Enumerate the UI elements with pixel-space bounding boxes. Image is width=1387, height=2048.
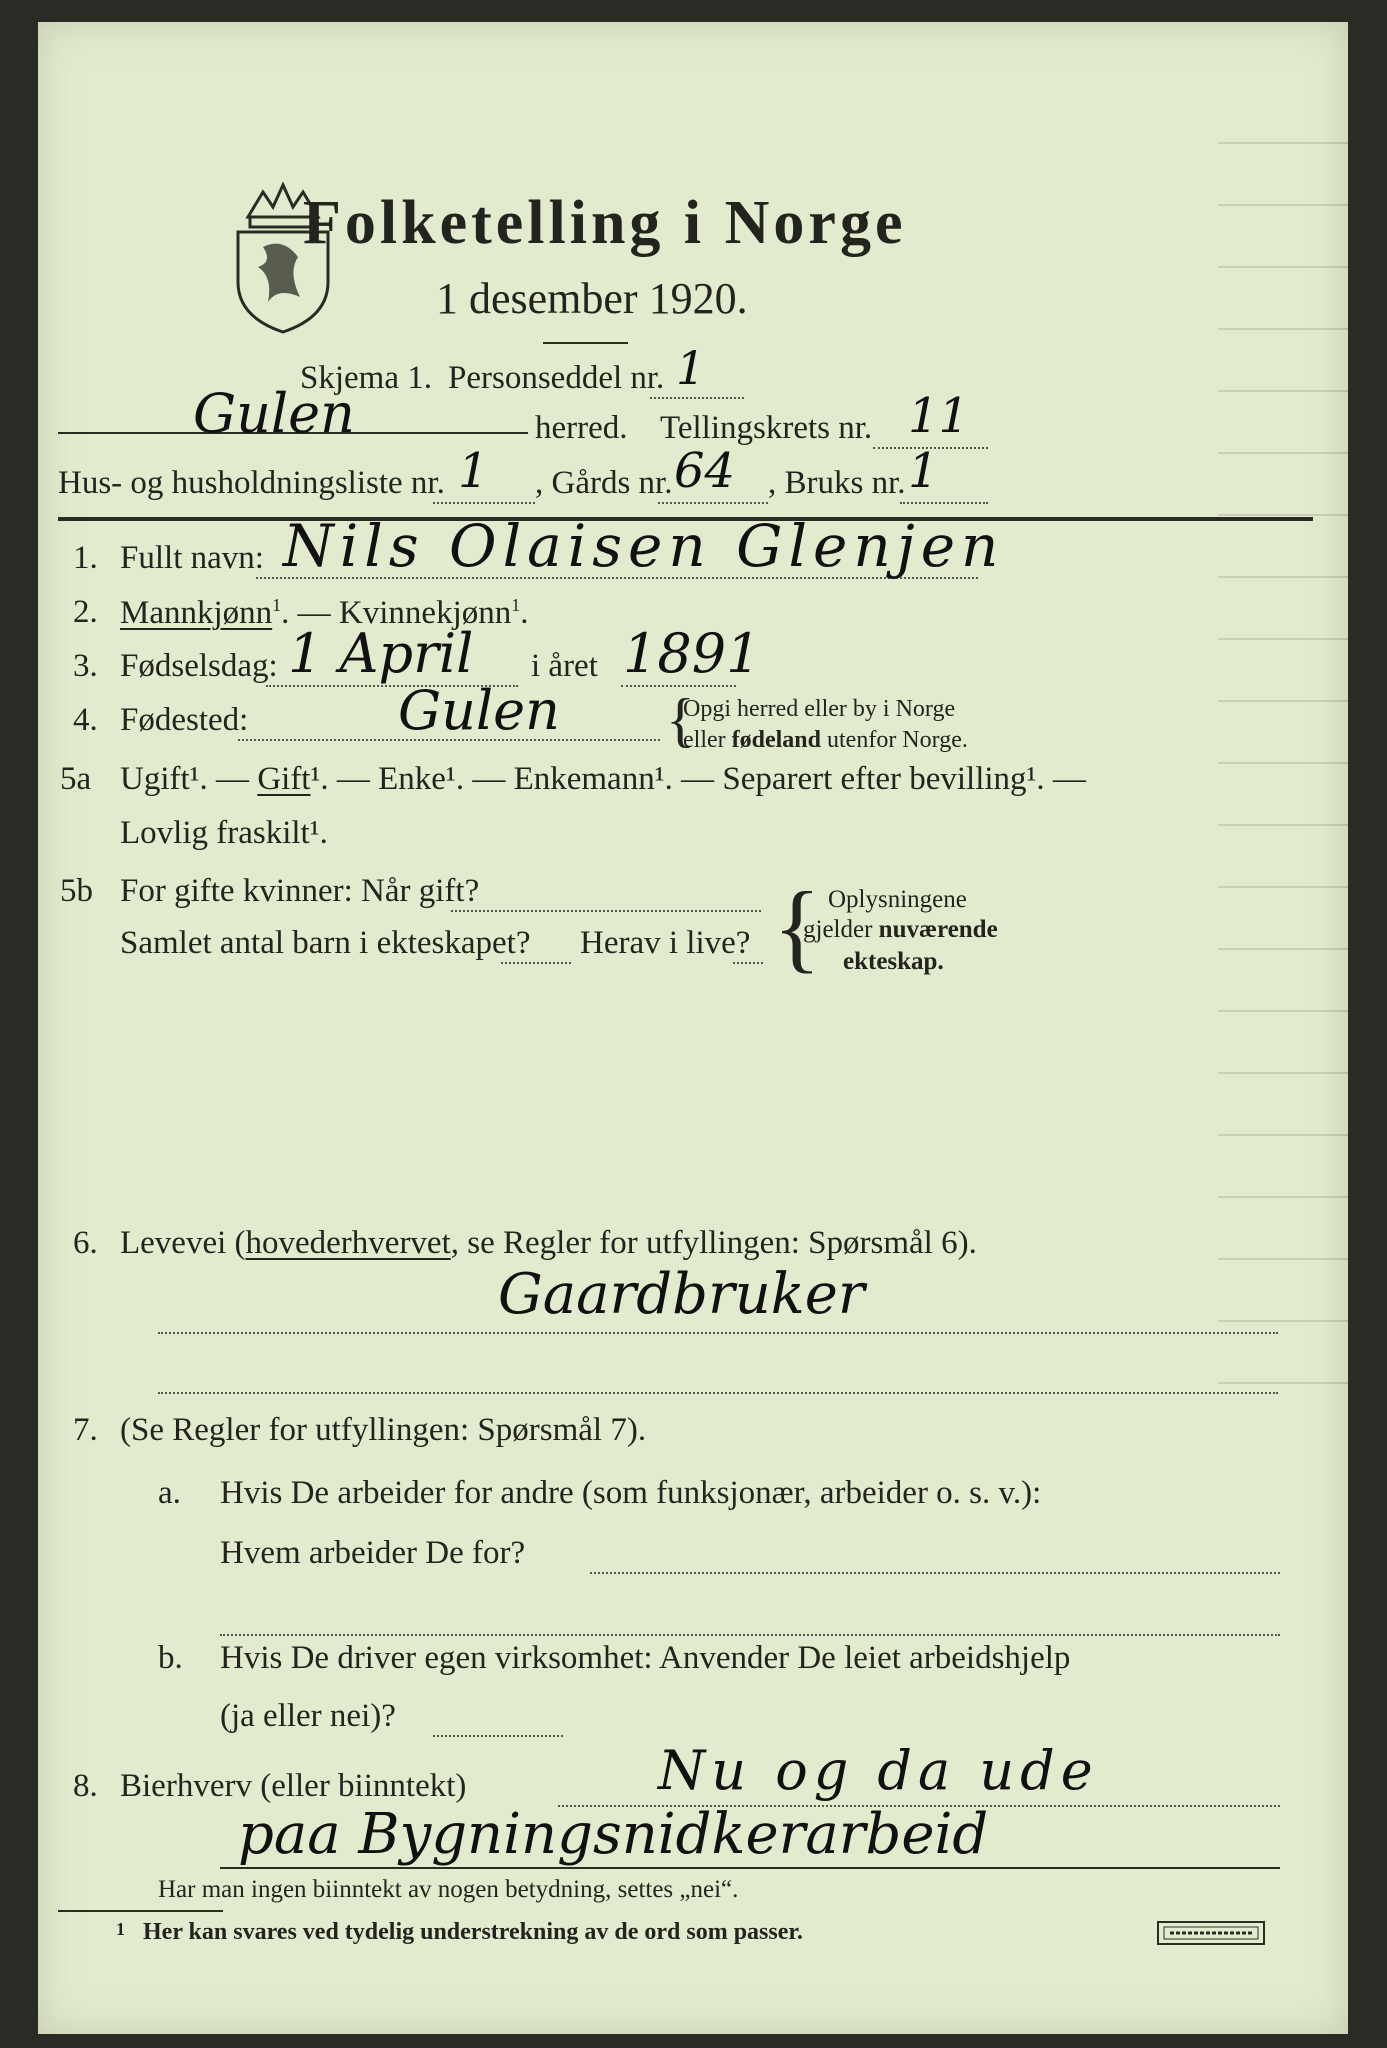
q5b-note-2b: nuværende [878,916,998,943]
gards-line [658,502,768,504]
hus-label: Hus- og husholdningsliste nr. [58,465,445,501]
q3-label: Fødselsdag: [120,648,278,684]
q6-label-number: 6. [73,1225,98,1261]
printer-stamp-icon [1156,1920,1266,1946]
q5b-line-2b: Herav i live? [580,925,751,961]
census-form [38,22,1348,2034]
q7b-number: b. [158,1640,183,1676]
q4-brace: { [666,687,695,753]
q5a-part-2: ¹. — Enke¹. — Enkemann¹. — Separert efter bevilling¹. — [310,761,1086,797]
q5a-number: 5a [60,761,92,797]
q7a-extra-line [220,1634,1280,1636]
q5b-children-line [501,962,571,964]
q3-value: 1 April [288,622,474,685]
q2-number: 2. [73,594,98,630]
q7a-employer-line [590,1572,1280,1574]
q2-female: Kvinnekjønn [338,595,512,631]
q8-value-1: Nu og da ude [658,1739,1099,1802]
q5b-line-1: For gifte kvinner: Når gift? [120,873,480,909]
q5a-line-2: Lovlig fraskilt¹. [120,815,328,851]
q5b-note-1: Oplysningene [828,886,967,913]
q5b-note-3: ekteskap. [843,948,944,975]
q5b-alive-line [733,962,763,964]
q2-sup-1: 1 [272,595,282,615]
tellingskrets-label: Tellingskrets nr. [660,410,873,446]
q2-end: . [520,595,529,631]
q7a-line-1: Hvis De arbeider for andre (som funksjonær, arbeider o. s. v.): [220,1475,1042,1511]
q5b-note-2a: gjelder [803,916,879,943]
q1-value: Nils Olaisen Glenjen [283,512,1005,580]
q6-part-1: Levevei ( [120,1225,246,1261]
q3-year-value: 1891 [623,622,761,685]
q6-line-1 [158,1332,1278,1334]
q4-note-2b: fødeland [731,727,821,753]
footnote-divider [58,1910,223,1912]
bruks-line [900,502,988,504]
hus-value: 1 [458,443,489,499]
personseddel-label: Personseddel nr. [448,360,665,396]
q1-number: 1. [73,540,98,576]
personseddel-value: 1 [676,341,706,395]
tellingskrets-value: 11 [908,388,970,444]
q1-label: Fullt navn: [120,540,264,576]
q4-number: 4. [73,702,98,738]
q6-part-2: , se Regler for utfyllingen: Spørsmål 6). [450,1225,977,1261]
q4-label: Fødested: [120,702,249,738]
bleed-through [1218,142,1348,1392]
q6-value: Gaardbruker [498,1262,865,1327]
q7-number: 7. [73,1412,98,1448]
form-title: Folketelling i Norge [303,189,907,257]
q3-number: 3. [73,648,98,684]
hus-line [433,502,535,504]
footnote-text: Her kan svares ved tydelig understrekning av de ord som passer. [143,1919,803,1945]
gards-label: , Gårds nr. [535,465,673,501]
gards-value: 64 [674,443,736,499]
q2-male: Mannkjønn [120,595,273,631]
q5a-gift: Gift [257,761,311,797]
q8-note: Har man ingen biinntekt av nogen betydning, settes „nei“. [158,1876,739,1903]
q3-year-label: i året [531,648,598,684]
q5a-line-1 [120,763,1086,796]
q8-line-2 [220,1867,1280,1869]
bruks-label: , Bruks nr. [768,465,906,501]
q6-line-2 [158,1392,1278,1394]
q4-value: Gulen [398,679,560,742]
title-divider [543,342,628,344]
q5b-married-line [451,910,761,912]
personseddel-line [650,397,744,399]
q5a-part-1: Ugift¹. — [120,761,258,797]
q4-note-2a: eller [683,727,732,753]
herred-value: Gulen [193,382,355,445]
q5b-brace: { [773,871,821,982]
q5b-number: 5b [60,873,93,909]
q5b-note-2 [803,917,998,942]
q7a-line-2: Hvem arbeider De for? [220,1535,526,1571]
q4-note-1: Opgi herred eller by i Norge [683,696,956,722]
herred-label: herred. [535,410,628,446]
q6-hovederhvervet: hovederhvervet [245,1225,451,1261]
q8-value-2: paa Bygningsnidkerarbeid [238,1802,989,1867]
q5b-line-2a: Samlet antal barn i ekteskapet? [120,925,531,961]
q4-note-2c: utenfor Norge. [821,727,968,753]
q7b-line-2: (ja eller nei)? [220,1698,396,1734]
footnote-mark: 1 [116,1919,125,1939]
skjema-label: Skjema 1. [300,360,432,396]
q6-text [120,1227,977,1260]
q7-label: (Se Regler for utfyllingen: Spørsmål 7). [120,1412,647,1448]
q2-separator: . — [281,595,339,631]
q2-sup-2: 1 [511,595,521,615]
q4-note-2 [683,728,968,752]
q7b-line-1: Hvis De driver egen virksomhet: Anvender De leiet arbeidshjelp [220,1640,1071,1676]
q7a-number: a. [158,1475,181,1511]
bruks-value: 1 [908,443,939,499]
q7b-answer-line [433,1735,563,1737]
q8-number: 8. [73,1768,98,1804]
q8-label: Bierhverv (eller biinntekt) [120,1768,467,1804]
census-date: 1 desember 1920. [436,274,748,323]
